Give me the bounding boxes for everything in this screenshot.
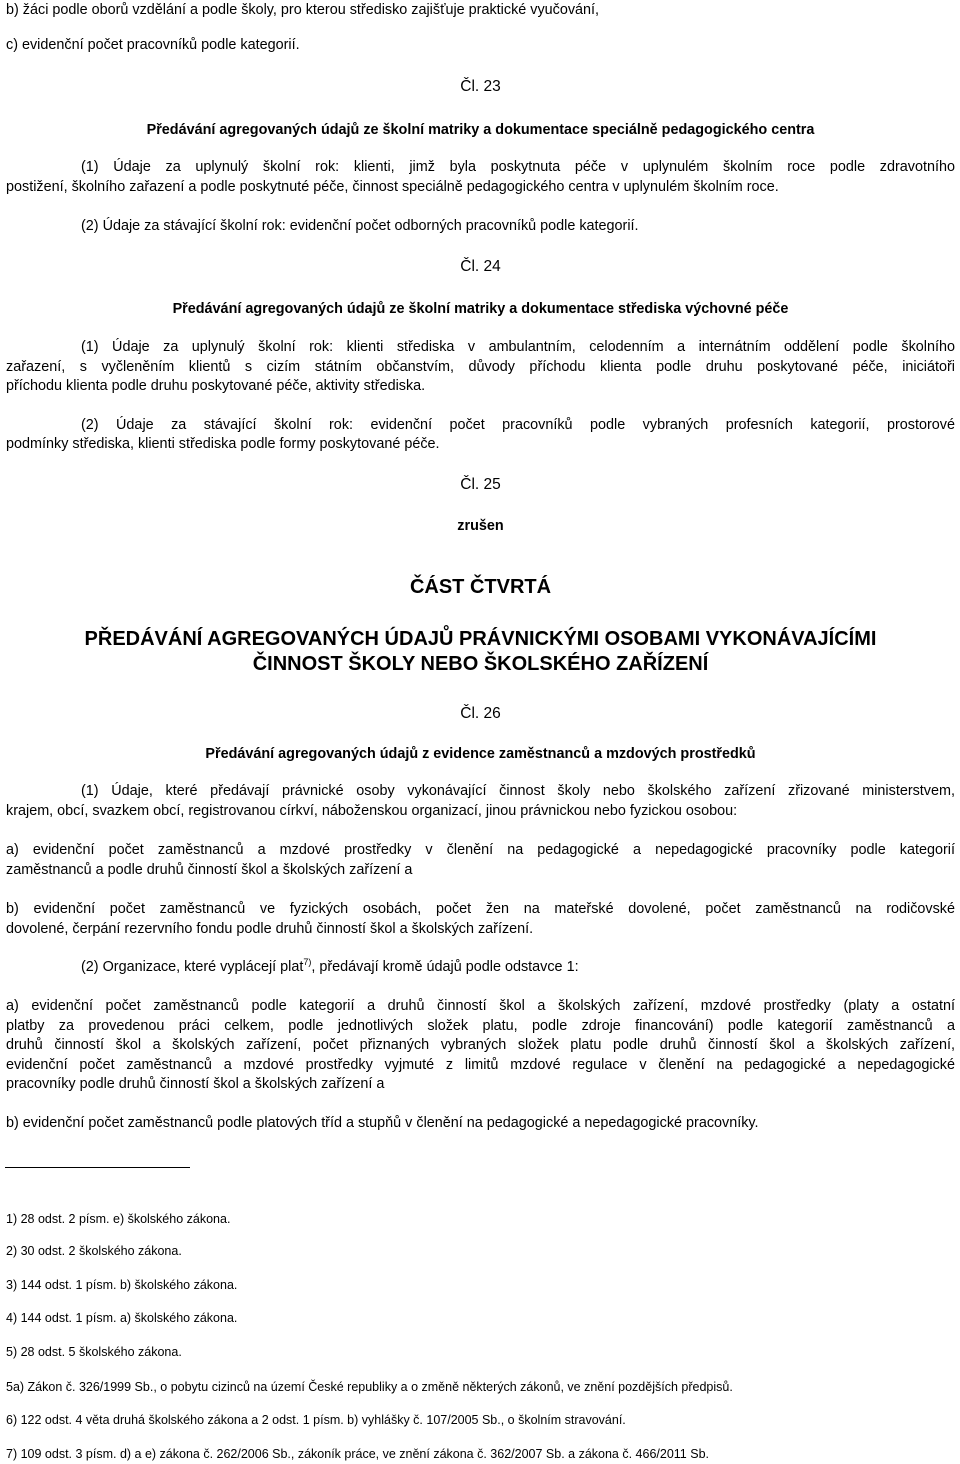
list-item-b: b) žáci podle oborů vzdělání a podle školy, pro kterou středisko zajišťuje praktické vyučování, xyxy=(6,2,600,18)
article-26-heading: Čl. 26 xyxy=(460,705,501,722)
article-24-paragraph-2: (2) Údaje za stávající školní rok: evidenční počet pracovníků podle vybraných profesních kategorií, prostorové xyxy=(81,417,955,433)
list-item-c: c) evidenční počet pracovníků podle kategorií. xyxy=(6,37,300,53)
article-26-2-item-a-cont-3: evidenční počet zaměstnanců a mzdové prostředky vyjmuté z limitů mzdové regulace v členění na pedagogické a nepedagogické xyxy=(6,1057,955,1073)
article-24-paragraph-2-cont: podmínky střediska, klienti střediska podle formy poskytované péče. xyxy=(6,436,440,452)
article-23-paragraph-2: (2) Údaje za stávající školní rok: evidenční počet odborných pracovníků podle kategorií. xyxy=(81,218,639,234)
footnote-4: 4) 144 odst. 1 písm. a) školského zákona. xyxy=(6,1311,238,1325)
part-heading: ČÁST ČTVRTÁ xyxy=(409,576,552,598)
footnote-ref-7: 7) xyxy=(303,957,312,967)
article-26-2-item-a-cont-1: platby za provedenou práci celkem, podle jednotlivých složek platu, podle zdroje financování) podle kategorií zaměstnanců a xyxy=(6,1018,955,1034)
article-26-paragraph-1-cont: krajem, obcí, svazkem obcí, registrovanou církví, náboženskou organizací, jinou právnickou nebo fyzickou osobou: xyxy=(6,803,738,819)
article-24-paragraph-1-end: příchodu klienta podle druhu poskytované péče, aktivity střediska. xyxy=(6,378,426,394)
article-26-2-item-a: a) evidenční počet zaměstnanců podle kategorií a druhů činností škol a školských zařízení, mzdové prostředky (platy a ostatní xyxy=(6,998,955,1014)
footnote-7: 7) 109 odst. 3 písm. d) a e) zákona č. 262/2006 Sb., zákoník práce, ve znění zákona č. 362/2007 Sb. a zákona č. 466/2011 Sb. xyxy=(6,1447,709,1461)
article-26-title: Předávání agregovaných údajů z evidence zaměstnanců a mzdových prostředků xyxy=(205,746,756,762)
part-subtitle-line-1: PŘEDÁVÁNÍ AGREGOVANÝCH ÚDAJŮ PRÁVNICKÝMI OSOBAMI VYKONÁVAJÍCÍMI xyxy=(84,628,877,650)
article-25-heading: Čl. 25 xyxy=(460,476,501,493)
footnote-5a: 5a) Zákon č. 326/1999 Sb., o pobytu cizinců na území České republiky a o změně některých zákonů, ve znění pozdějších předpisů. xyxy=(6,1380,733,1394)
article-24-paragraph-1-cont: zařazení, s vyčleněním klientů s cizím státním občanstvím, důvody příchodu klienta podle druhu poskytované péče, iniciátoři xyxy=(6,359,955,375)
article-23-heading: Čl. 23 xyxy=(460,78,501,95)
article-26-item-b-cont: dovolené, čerpání rezervního fondu podle druhů činností škol a školských zařízení. xyxy=(6,921,534,937)
footnote-3: 3) 144 odst. 1 písm. b) školského zákona. xyxy=(6,1278,238,1292)
article-26-item-a: a) evidenční počet zaměstnanců a mzdové prostředky v členění na pedagogické a nepedagogické pracovníky podle kategorií xyxy=(6,842,955,858)
article-23-title: Předávání agregovaných údajů ze školní matriky a dokumentace speciálně pedagogického centra xyxy=(146,122,815,138)
footnote-5: 5) 28 odst. 5 školského zákona. xyxy=(6,1345,182,1359)
article-24-heading: Čl. 24 xyxy=(460,258,501,275)
footnote-2: 2) 30 odst. 2 školského zákona. xyxy=(6,1244,182,1258)
part-subtitle-line-2: ČINNOST ŠKOLY NEBO ŠKOLSKÉHO ZAŘÍZENÍ xyxy=(252,653,709,675)
article-26-2-item-b: b) evidenční počet zaměstnanců podle platových tříd a stupňů v členění na pedagogické a nepedagogické pracovníky. xyxy=(6,1115,759,1131)
article-26-2-item-a-cont-4: pracovníky podle druhů činností škol a školských zařízení a xyxy=(6,1076,385,1092)
article-25-status: zrušen xyxy=(457,518,504,534)
footnote-1: 1) 28 odst. 2 písm. e) školského zákona. xyxy=(6,1212,231,1226)
article-23-paragraph-1-cont: postižení, školního zařazení a podle poskytnuté péče, činnost speciálně pedagogického centra v uplynulém školním roce. xyxy=(6,179,779,195)
article-24-title: Předávání agregovaných údajů ze školní matriky a dokumentace střediska výchovné péče xyxy=(172,301,789,317)
article-26-item-a-cont: zaměstnanců a podle druhů činností škol a školských zařízení a xyxy=(6,862,413,878)
paragraph-2-text-end: , předávají kromě údajů podle odstavce 1: xyxy=(311,959,579,975)
article-26-paragraph-1: (1) Údaje, které předávají právnické osoby vykonávající činnost školy nebo školského zařízení zřizované ministerstvem, xyxy=(81,783,955,799)
footnote-6: 6) 122 odst. 4 věta druhá školského zákona a 2 odst. 1 písm. b) vyhlášky č. 107/2005 Sb., o školním stravování. xyxy=(6,1413,626,1427)
article-23-paragraph-1: (1) Údaje za uplynulý školní rok: klienti, jimž byla poskytnuta péče v uplynulém školním roce podle zdravotního xyxy=(81,159,955,175)
article-26-paragraph-2 xyxy=(81,957,955,977)
footnote-separator xyxy=(5,1167,190,1168)
paragraph-2-text: (2) Organizace, které vyplácejí plat xyxy=(81,959,304,975)
article-26-2-item-a-cont-2: druhů činností škol a školských zařízení, počet přiznaných vybraných složek platu podle druhů činností škol a školských zařízení, xyxy=(6,1037,955,1053)
article-26-item-b: b) evidenční počet zaměstnanců ve fyzických osobách, počet žen na mateřské dovolené, počet zaměstnanců na rodičovské xyxy=(6,901,955,917)
article-24-paragraph-1: (1) Údaje za uplynulý školní rok: klienti střediska v ambulantním, celodenním a internátním oddělení podle školního xyxy=(81,339,955,355)
